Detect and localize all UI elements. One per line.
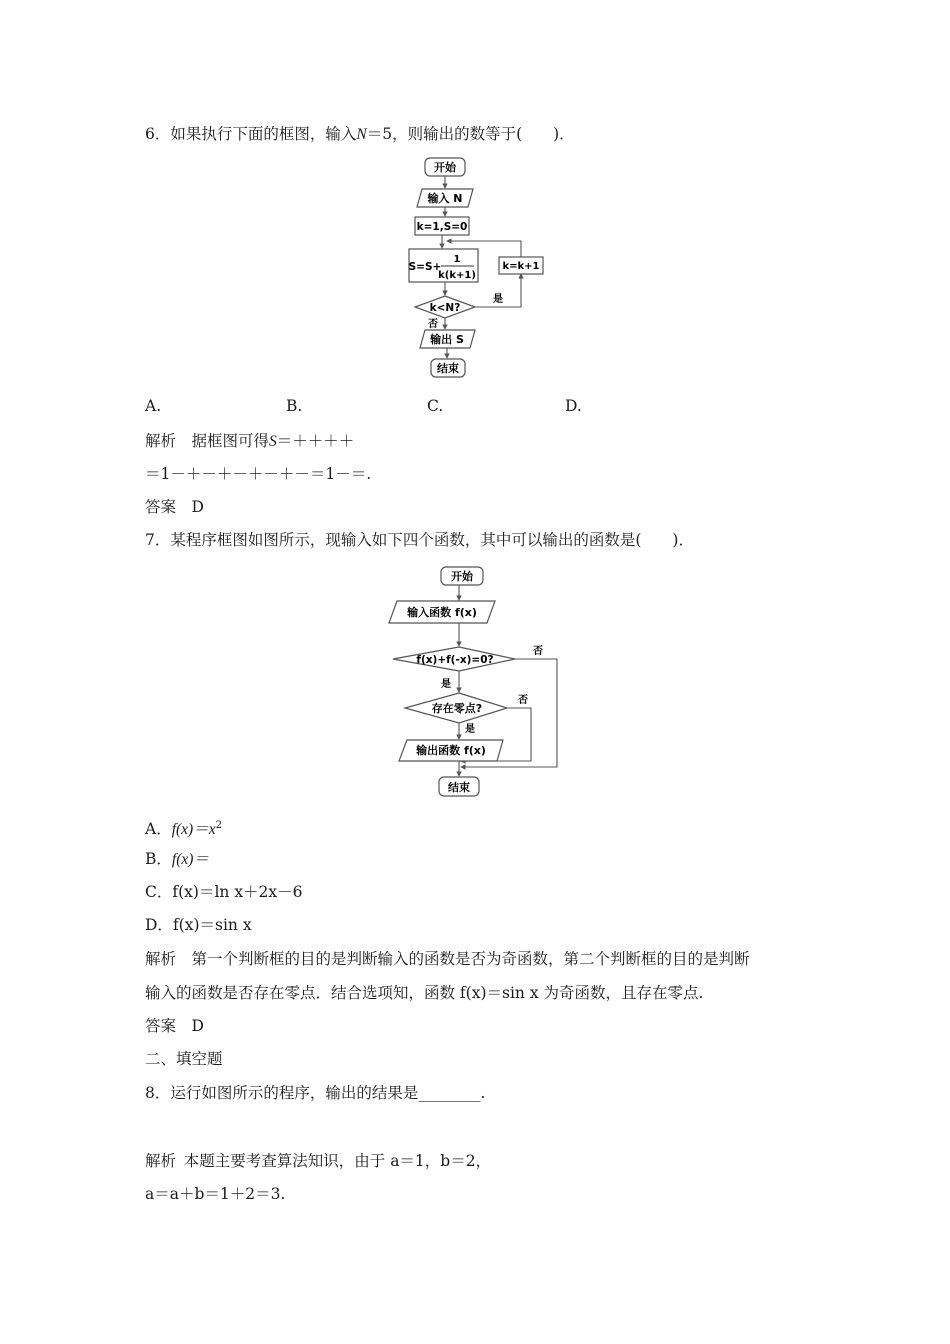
- q7-option-b-expr: f(x)＝: [171, 851, 209, 868]
- q7-analysis-line2: 输入的函数是否存在零点．结合选项知，函数 f(x)＝sin x 为奇函数，且存在零点.: [145, 984, 704, 1002]
- q6-stem: [145, 123, 575, 146]
- q8-stem-prefix: 8．运行如图所示的程序，输出的结果是: [145, 1084, 419, 1102]
- q6-no-label: 否: [428, 319, 438, 330]
- q8-analysis-line1: [145, 1150, 491, 1172]
- q8-analysis-text1: 本题主要考查算法知识，由于 a＝1，b＝2，: [183, 1152, 492, 1170]
- q6-flowchart: [395, 150, 565, 385]
- q6-option-d: D.: [565, 397, 582, 415]
- q6-answer-label: 答案: [145, 498, 177, 516]
- q6-stem-var: N: [356, 126, 367, 143]
- q8-analysis-label: 解析: [145, 1152, 177, 1170]
- q7-option-a-expr: f(x)＝x: [171, 821, 216, 839]
- q7-option-b-label: B．: [145, 850, 172, 868]
- q6-stem-prefix: 6．如果执行下面的框图，输入: [145, 125, 357, 143]
- q6-yes-label: 是: [493, 294, 503, 305]
- section-heading: 二、填空题: [145, 1050, 223, 1068]
- q7-end-label: 结束: [448, 781, 470, 794]
- q7-yes2-label: 是: [465, 724, 475, 735]
- q7-analysis-text1: 第一个判断框的目的是判断输入的函数是否为奇函数，第二个判断框的目的是判断: [191, 950, 750, 968]
- q7-answer-label: 答案: [145, 1017, 177, 1035]
- q8-stem-suffix: .: [480, 1084, 486, 1102]
- q7-input-label: 输入函数 f(x): [407, 606, 477, 619]
- q7-option-a-sup: 2: [215, 820, 222, 831]
- q8-blank: ________: [418, 1084, 481, 1102]
- q6-assign-den: k(k+1): [438, 270, 476, 281]
- q7-analysis-label: 解析: [145, 950, 177, 968]
- q6-analysis-label: 解析: [145, 432, 177, 450]
- q6-answer-value: D: [191, 498, 204, 516]
- q6-analysis-line2: ＝1－＋－＋－＋－＋－＝1－＝.: [145, 465, 372, 483]
- q6-answer: [145, 496, 204, 518]
- q7-option-d-expr: f(x)＝sin x: [172, 916, 252, 934]
- q7-no1-label: 否: [533, 646, 543, 657]
- q6-analysis-line1: [145, 430, 354, 453]
- q6-analysis-rest: ＝＋＋＋＋: [276, 432, 355, 450]
- q7-yes1-label: 是: [441, 679, 451, 690]
- q7-option-c-expr: f(x)＝ln x＋2x－6: [172, 883, 303, 901]
- q6-analysis-var: S: [269, 433, 277, 450]
- q6-analysis-prefix: 据框图可得: [191, 432, 270, 450]
- q7-option-d-label: D．: [145, 916, 173, 934]
- q6-option-a: A.: [145, 397, 162, 415]
- q7-stem: 7．某程序框图如图所示，现输入如下四个函数，其中可以输出的函数是( )．: [145, 531, 694, 549]
- q6-stem-suffix: ＝5，则输出的数等于( )．: [366, 125, 575, 143]
- q7-cond2-label: 存在零点?: [431, 702, 483, 715]
- q7-no2-label: 否: [518, 695, 528, 706]
- q7-output-label: 输出函数 f(x): [416, 744, 486, 757]
- q7-option-a-label: A．: [145, 820, 172, 839]
- q7-start-label: 开始: [451, 570, 473, 583]
- q6-incr-label: k=k+1: [502, 261, 540, 272]
- q7-option-d: [145, 914, 252, 936]
- q7-flowchart: [385, 560, 575, 805]
- q8-stem: [145, 1082, 485, 1104]
- q6-assign-num: 1: [453, 254, 461, 265]
- q6-cond-label: k<N?: [429, 302, 461, 314]
- q8-analysis-line2: a＝a＋b＝1＋2＝3.: [145, 1185, 286, 1203]
- q6-init-label: k=1,S=0: [416, 221, 468, 233]
- q7-cond1-label: f(x)+f(-x)=0?: [416, 654, 494, 666]
- q6-option-b: B.: [286, 397, 303, 415]
- q7-answer: [145, 1015, 204, 1037]
- q6-end-label: 结束: [437, 362, 459, 375]
- q7-option-c: [145, 881, 303, 903]
- q6-start-label: 开始: [434, 161, 456, 174]
- q7-option-b: [145, 848, 209, 871]
- q6-option-c: C.: [427, 397, 444, 415]
- q7-option-a: [145, 815, 222, 841]
- q6-output-label: 输出 S: [430, 333, 464, 346]
- q7-option-c-label: C．: [145, 883, 173, 901]
- q6-input-label: 输入 N: [427, 192, 463, 205]
- q7-answer-value: D: [191, 1017, 204, 1035]
- q6-assign-lhs: S=S+: [408, 261, 442, 273]
- q7-analysis-line1: [145, 948, 750, 970]
